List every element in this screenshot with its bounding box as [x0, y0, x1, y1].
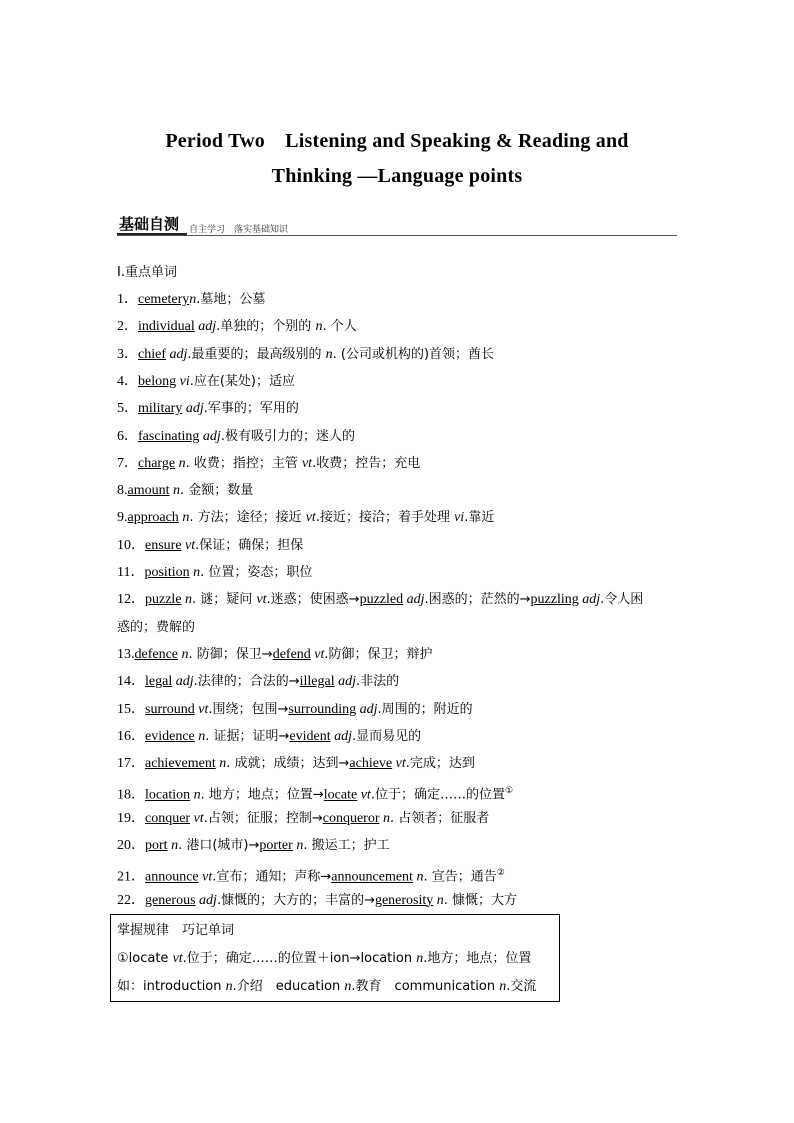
definition-text: .非法的: [356, 674, 400, 690]
definition-text: 惑的；费解的: [117, 619, 196, 635]
vocab-word: cemetery: [138, 292, 190, 307]
item-number: 2．: [117, 319, 138, 335]
definition-text: .位于；确定……的位置: [370, 787, 505, 803]
vocab-item: [117, 755, 682, 773]
definition-text: .单独的；个别的: [216, 319, 316, 335]
vocab-word: port: [145, 838, 168, 853]
vocab-word: fascinating: [138, 428, 200, 444]
section-divider: [117, 235, 677, 236]
definition-text: .介绍 education: [232, 979, 345, 994]
definition-text: .完成；达到: [405, 756, 475, 772]
part-of-speech: n: [169, 483, 180, 499]
vocab-word: ensure: [145, 537, 182, 553]
part-of-speech: vi: [454, 510, 465, 526]
definition-text: . 成就；成绩；达到→: [226, 756, 350, 772]
part-of-speech: n: [189, 292, 197, 307]
part-of-speech: vt: [305, 510, 316, 526]
definition-text: .军事的；军用的: [203, 401, 299, 417]
part-of-speech: adj: [199, 428, 221, 444]
item-number: 10．: [117, 537, 145, 553]
item-number: 14．: [117, 674, 145, 690]
vocab-item: [117, 892, 682, 910]
definition-text: .令人困: [600, 592, 644, 608]
vocab-item: [117, 291, 682, 309]
vocab-word: chief: [138, 346, 166, 362]
vocab-word: individual: [138, 319, 195, 335]
vocab-word: evidence: [145, 728, 195, 744]
item-number: 20．: [117, 838, 145, 853]
section-title: 基础自测: [119, 215, 180, 233]
vocab-word: position: [144, 565, 190, 580]
vocab-item: [117, 591, 682, 609]
vocab-word: puzzled: [359, 592, 404, 608]
part-of-speech: adj: [165, 346, 188, 362]
part-of-speech: n: [379, 810, 390, 826]
vocab-word: location: [145, 787, 191, 803]
vocab-word: locate: [323, 787, 358, 803]
vocab-word: illegal: [299, 674, 335, 690]
item-number: 4．: [117, 373, 138, 389]
definition-text: . 个人: [322, 319, 357, 335]
part-of-speech: vt: [194, 701, 209, 717]
vocab-item: [117, 346, 682, 364]
item-number: 1．: [117, 292, 138, 307]
part-of-speech: adj: [195, 892, 217, 908]
vocab-item: [117, 864, 682, 886]
part-of-speech: n: [325, 346, 333, 362]
item-number: 17．: [117, 756, 145, 772]
part-of-speech: vt: [190, 810, 204, 826]
vocab-word: porter: [259, 838, 293, 853]
definition-text: .显而易见的: [352, 728, 422, 744]
part-of-speech: n: [178, 646, 189, 662]
vocab-item: [117, 318, 682, 336]
vocab-item: [117, 673, 682, 691]
vocab-word: conquer: [145, 810, 191, 826]
definition-text: . 谜；疑问: [192, 592, 257, 608]
item-number: 15．: [117, 701, 145, 717]
vocab-item: [117, 482, 682, 500]
definition-text: .位于；确定……的位置＋ion→location: [182, 951, 417, 966]
section-subtitle: 自主学习 落实基础知识: [189, 225, 289, 235]
vocab-item: [117, 373, 682, 391]
part-of-speech: adj: [578, 592, 601, 608]
part-of-speech: n: [167, 838, 179, 853]
definition-text: . 港口(城市)→: [178, 838, 260, 853]
part-of-speech: n: [178, 510, 190, 526]
part-of-speech: n: [416, 951, 424, 966]
part-of-speech: vt: [310, 646, 325, 662]
definition-text: .靠近: [464, 510, 495, 526]
vocab-word: charge: [138, 455, 176, 471]
vocab-word: military: [138, 401, 183, 417]
vocab-item: [117, 400, 682, 418]
item-number: 16．: [117, 728, 145, 744]
part-of-speech: n: [225, 979, 233, 994]
part-of-speech: vt: [181, 537, 196, 553]
tip-line-2: [117, 975, 536, 995]
page-title-line-1: Period Two Listening and Speaking & Reading and: [165, 130, 629, 152]
tip-heading: 掌握规律 巧记单词: [117, 923, 235, 938]
definition-text: . 地方；地点；位置→: [200, 787, 324, 803]
part-of-speech: adj: [334, 674, 357, 690]
part-of-speech: vt: [392, 756, 406, 772]
item-number: 7．: [117, 455, 138, 471]
definition-text: . 方法；途径；接近: [189, 510, 306, 526]
part-of-speech: n: [292, 838, 304, 853]
definition-text: .地方；地点；位置: [423, 951, 532, 966]
definition-text: .收费；控告；充电: [312, 455, 421, 471]
vocab-item: [117, 509, 682, 527]
vocab-word: belong: [138, 373, 177, 389]
item-number: 21．: [117, 869, 145, 885]
vocab-item: [117, 782, 682, 804]
tip-line-1: [117, 947, 531, 967]
item-number: 12．: [117, 592, 145, 608]
definition-text: .周围的；附近的: [377, 701, 473, 717]
item-number: 9.: [117, 510, 128, 526]
vocab-word: surrounding: [288, 701, 357, 717]
part-of-speech: vt: [357, 787, 371, 803]
definition-text: 如：introduction: [117, 979, 226, 994]
part-of-speech: vt: [301, 455, 313, 471]
section-header: [117, 211, 677, 237]
definition-text: . 证据；证明→: [205, 728, 290, 744]
page-title-line-2: Thinking —Language points: [271, 165, 523, 187]
part-of-speech: n: [344, 979, 352, 994]
item-number: 18．: [117, 787, 145, 803]
vocab-word: achievement: [145, 756, 216, 772]
definition-text: . 宣告；通告: [423, 869, 497, 885]
definition-text: . 金额；数量: [180, 483, 254, 499]
part-of-speech: n: [194, 728, 206, 744]
vocab-word: conqueror: [322, 810, 380, 826]
definition-text: . 占领者；征服者: [390, 810, 490, 826]
vocab-item: [117, 564, 682, 582]
definition-text: .防御；保卫；辩护: [324, 646, 433, 662]
vocab-item: [117, 701, 682, 719]
part-of-speech: n: [215, 756, 227, 772]
definition-text: . 慷慨；大方: [443, 892, 518, 908]
footnote-marker: ①: [504, 786, 514, 797]
definition-text: . 搬运工；护工: [303, 838, 390, 853]
definition-text: .墓地；公墓: [196, 292, 266, 307]
item-number: 11．: [117, 565, 145, 580]
vocab-item: [117, 455, 682, 473]
definition-text: .保证；确保；担保: [195, 537, 304, 553]
tip-box: [110, 914, 560, 1002]
vocab-word: generosity: [374, 892, 434, 908]
vocab-item: [117, 428, 682, 446]
definition-text: .慷慨的；大方的；丰富的→: [216, 892, 375, 908]
part-of-speech: n: [412, 869, 424, 885]
definition-text: ①locate: [117, 951, 173, 966]
definition-text: .接近；接洽；着手处理: [315, 510, 455, 526]
vocab-word: defence: [134, 646, 179, 662]
vocab-heading: Ⅰ.重点单词: [117, 265, 177, 280]
part-of-speech: vt: [198, 869, 213, 885]
definition-text: .应在(某处)；适应: [189, 373, 295, 389]
vocab-item: [117, 837, 682, 855]
part-of-speech: adj: [403, 592, 425, 608]
definition-text: .最重要的；最高级别的: [187, 346, 326, 362]
part-of-speech: n: [433, 892, 444, 908]
part-of-speech: n: [189, 565, 201, 580]
vocab-item: [117, 619, 682, 637]
part-of-speech: n: [190, 787, 201, 803]
definition-text: .教育 communication: [351, 979, 500, 994]
definition-text: .交流: [506, 979, 537, 994]
item-number: 22．: [117, 892, 145, 908]
vocab-item: [117, 646, 682, 664]
part-of-speech: vt: [172, 951, 183, 966]
part-of-speech: adj: [330, 728, 353, 744]
part-of-speech: vi: [176, 373, 190, 389]
definition-text: .围绕；包围→: [208, 701, 289, 717]
definition-text: .占领；征服；控制→: [203, 810, 323, 826]
vocab-word: surround: [145, 701, 195, 717]
part-of-speech: adj: [172, 674, 194, 690]
item-number: 8.: [117, 483, 128, 499]
vocab-word: approach: [127, 510, 179, 526]
vocab-word: puzzling: [530, 592, 579, 608]
vocab-item: [117, 810, 682, 828]
vocab-word: achieve: [349, 756, 393, 772]
definition-text: .极有吸引力的；迷人的: [220, 428, 355, 444]
vocab-word: legal: [145, 674, 173, 690]
part-of-speech: n: [315, 319, 323, 335]
definition-text: .迷惑；使困惑→: [266, 592, 360, 608]
item-number: 5．: [117, 401, 138, 417]
part-of-speech: n: [175, 455, 186, 471]
vocab-word: defend: [272, 646, 311, 662]
part-of-speech: n: [499, 979, 507, 994]
vocab-word: evident: [289, 728, 331, 744]
vocab-word: announcement: [331, 869, 413, 885]
part-of-speech: adj: [194, 319, 217, 335]
vocab-word: generous: [145, 892, 196, 908]
definition-text: . 收费；指控；主管: [185, 455, 302, 471]
part-of-speech: adj: [182, 401, 204, 417]
definition-text: . 防御；保卫→: [188, 646, 273, 662]
vocab-item: [117, 728, 682, 746]
part-of-speech: n: [181, 592, 193, 608]
part-of-speech: vt: [256, 592, 267, 608]
definition-text: . (公司或机构的)首领；酋长: [332, 346, 495, 362]
item-number: 3．: [117, 346, 138, 362]
item-number: 6．: [117, 428, 138, 444]
definition-text: .困惑的；茫然的→: [424, 592, 531, 608]
item-number: 19．: [117, 810, 145, 826]
vocab-word: puzzle: [145, 592, 182, 608]
part-of-speech: adj: [356, 701, 378, 717]
definition-text: . 位置；姿态；职位: [200, 565, 313, 580]
definition-text: .法律的；合法的→: [193, 674, 300, 690]
vocab-item: [117, 537, 682, 555]
definition-text: .宣布；通知；声称→: [212, 869, 332, 885]
footnote-marker: ②: [496, 868, 505, 879]
vocab-word: announce: [145, 869, 199, 885]
vocab-word: amount: [127, 483, 170, 499]
item-number: 13.: [117, 646, 135, 662]
